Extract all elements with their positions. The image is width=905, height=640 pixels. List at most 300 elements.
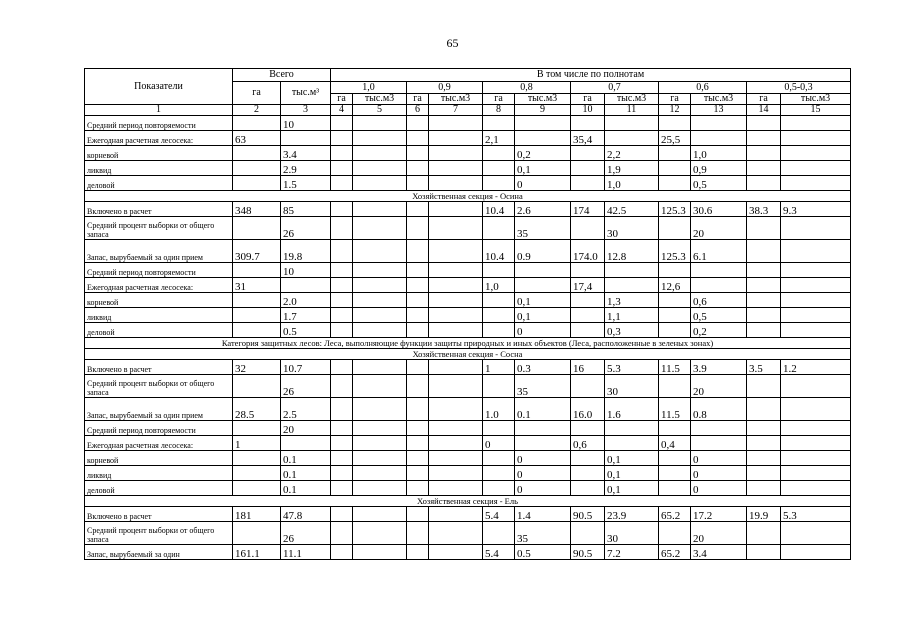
- table-cell: [659, 116, 691, 131]
- row-label: Средний процент выборки от общего запаса: [85, 217, 233, 240]
- table-cell: [781, 263, 851, 278]
- table-cell: [747, 375, 781, 398]
- table-cell: [429, 161, 483, 176]
- table-cell: [429, 360, 483, 375]
- table-cell: 161.1: [233, 545, 281, 560]
- row-label: деловой: [85, 323, 233, 338]
- section-header: Хозяйственная секция - Сосна: [85, 349, 851, 360]
- table-cell: 10.4: [483, 202, 515, 217]
- table-cell: [429, 263, 483, 278]
- table-cell: [429, 375, 483, 398]
- table-cell: [659, 323, 691, 338]
- table-cell: [483, 217, 515, 240]
- table-cell: [429, 202, 483, 217]
- table-cell: [781, 466, 851, 481]
- header-density-2: 0,8: [483, 82, 571, 94]
- table-cell: 11.5: [659, 398, 691, 421]
- table-cell: 20: [281, 421, 331, 436]
- column-number: 2: [233, 105, 281, 116]
- table-row: [85, 522, 851, 545]
- table-cell: [747, 323, 781, 338]
- column-number: 12: [659, 105, 691, 116]
- table-cell: [233, 451, 281, 466]
- header-sub-3-1: тыс.м3: [605, 94, 659, 105]
- table-cell: 10: [281, 263, 331, 278]
- table-cell: [353, 507, 407, 522]
- column-number: 10: [571, 105, 605, 116]
- table-cell: [483, 176, 515, 191]
- table-cell: [781, 481, 851, 496]
- table-row: [85, 308, 851, 323]
- table-cell: [407, 522, 429, 545]
- header-sub-0-0: га: [331, 94, 353, 105]
- table-cell: 348: [233, 202, 281, 217]
- table-cell: [747, 308, 781, 323]
- table-cell: [781, 323, 851, 338]
- table-cell: 0,1: [515, 161, 571, 176]
- table-row: [85, 349, 851, 360]
- table-cell: [331, 451, 353, 466]
- header-sub-1-1: тыс.м3: [429, 94, 483, 105]
- table-cell: [353, 161, 407, 176]
- table-cell: [429, 451, 483, 466]
- table-cell: 1.5: [281, 176, 331, 191]
- table-cell: [781, 398, 851, 421]
- table-cell: [781, 116, 851, 131]
- table-cell: [331, 240, 353, 263]
- row-label: корневой: [85, 293, 233, 308]
- table-cell: [353, 466, 407, 481]
- table-cell: [233, 263, 281, 278]
- table-cell: [659, 217, 691, 240]
- table-cell: [233, 308, 281, 323]
- column-number: 15: [781, 105, 851, 116]
- table-cell: 0.3: [515, 360, 571, 375]
- row-label: Ежегодная расчетная лесосека:: [85, 278, 233, 293]
- table-cell: [483, 466, 515, 481]
- table-cell: 0: [691, 466, 747, 481]
- table-cell: 38.3: [747, 202, 781, 217]
- row-label: корневой: [85, 451, 233, 466]
- table-cell: [781, 522, 851, 545]
- table-cell: 2.5: [281, 398, 331, 421]
- table-cell: [571, 176, 605, 191]
- table-cell: [353, 146, 407, 161]
- row-label: ликвид: [85, 466, 233, 481]
- table-cell: [659, 451, 691, 466]
- table-cell: [605, 131, 659, 146]
- table-cell: [605, 263, 659, 278]
- table-cell: [407, 507, 429, 522]
- table-cell: 5.3: [781, 507, 851, 522]
- table-cell: [407, 116, 429, 131]
- row-label: деловой: [85, 176, 233, 191]
- table-cell: [407, 278, 429, 293]
- table-cell: [233, 466, 281, 481]
- header-sub-2-1: тыс.м3: [515, 94, 571, 105]
- table-cell: 16.0: [571, 398, 605, 421]
- table-cell: 20: [691, 375, 747, 398]
- table-cell: 0: [515, 323, 571, 338]
- table-cell: 5.4: [483, 507, 515, 522]
- table-cell: 10.7: [281, 360, 331, 375]
- table-cell: [781, 293, 851, 308]
- table-cell: [747, 545, 781, 560]
- column-number: 5: [353, 105, 407, 116]
- table-cell: [281, 278, 331, 293]
- section-header: Хозяйственная секция - Ель: [85, 496, 851, 507]
- row-label: Средний период повторяемости: [85, 421, 233, 436]
- table-cell: [747, 398, 781, 421]
- table-cell: [407, 202, 429, 217]
- table-cell: [353, 522, 407, 545]
- forest-harvest-table: [84, 68, 851, 560]
- table-cell: 174.0: [571, 240, 605, 263]
- table-cell: [429, 176, 483, 191]
- table-cell: [353, 278, 407, 293]
- table-cell: 125.3: [659, 202, 691, 217]
- table-cell: 1,0: [605, 176, 659, 191]
- table-cell: [605, 278, 659, 293]
- table-cell: [407, 451, 429, 466]
- table-cell: [429, 545, 483, 560]
- header-density-5: 0,5-0,3: [747, 82, 851, 94]
- table-cell: [407, 263, 429, 278]
- table-cell: 26: [281, 217, 331, 240]
- table-cell: 16: [571, 360, 605, 375]
- table-cell: 35: [515, 522, 571, 545]
- table-cell: [407, 421, 429, 436]
- table-cell: [691, 116, 747, 131]
- table-cell: [605, 116, 659, 131]
- table-cell: 26: [281, 522, 331, 545]
- table-cell: 1,1: [605, 308, 659, 323]
- table-cell: [781, 421, 851, 436]
- table-cell: [331, 398, 353, 421]
- table-cell: [407, 146, 429, 161]
- table-row: [85, 451, 851, 466]
- column-number: 4: [331, 105, 353, 116]
- table-cell: [353, 293, 407, 308]
- table-cell: [781, 161, 851, 176]
- table-cell: 309.7: [233, 240, 281, 263]
- table-cell: [659, 421, 691, 436]
- table-cell: [605, 436, 659, 451]
- table-row: [85, 398, 851, 421]
- table-cell: [331, 466, 353, 481]
- table-cell: [331, 507, 353, 522]
- row-label: Ежегодная расчетная лесосека:: [85, 131, 233, 146]
- header-sub-5-0: га: [747, 94, 781, 105]
- table-cell: 20: [691, 217, 747, 240]
- header-sub-1-0: га: [407, 94, 429, 105]
- table-cell: 0.1: [281, 466, 331, 481]
- table-cell: [233, 293, 281, 308]
- header-sub-4-0: га: [659, 94, 691, 105]
- table-cell: [483, 375, 515, 398]
- table-cell: [571, 146, 605, 161]
- table-cell: 1.4: [515, 507, 571, 522]
- table-cell: [747, 466, 781, 481]
- table-cell: 1,0: [691, 146, 747, 161]
- table-cell: [659, 293, 691, 308]
- table-cell: [331, 217, 353, 240]
- table-row: [85, 375, 851, 398]
- header-density-4: 0,6: [659, 82, 747, 94]
- table-cell: [571, 522, 605, 545]
- table-cell: [781, 451, 851, 466]
- table-cell: 30: [605, 217, 659, 240]
- table-cell: [781, 375, 851, 398]
- table-cell: [429, 278, 483, 293]
- table-cell: [483, 293, 515, 308]
- table-cell: 5.4: [483, 545, 515, 560]
- table-cell: [483, 451, 515, 466]
- table-cell: [691, 263, 747, 278]
- table-cell: [429, 323, 483, 338]
- row-label: Запас, вырубаемый за один прием: [85, 398, 233, 421]
- table-cell: [429, 116, 483, 131]
- table-cell: 28.5: [233, 398, 281, 421]
- table-cell: 0,2: [515, 146, 571, 161]
- table-cell: [429, 421, 483, 436]
- table-cell: [747, 131, 781, 146]
- table-row: [85, 217, 851, 240]
- table-cell: [331, 323, 353, 338]
- column-number: 8: [483, 105, 515, 116]
- table-cell: [515, 436, 571, 451]
- table-cell: [515, 116, 571, 131]
- table-cell: [781, 240, 851, 263]
- table-cell: 0,5: [691, 176, 747, 191]
- table-cell: [429, 293, 483, 308]
- table-cell: [331, 308, 353, 323]
- table-cell: 2,1: [483, 131, 515, 146]
- table-cell: 63: [233, 131, 281, 146]
- table-cell: 1,9: [605, 161, 659, 176]
- table-row: [85, 176, 851, 191]
- header-total-volume: тыс.м³: [281, 82, 331, 105]
- table-cell: 35: [515, 217, 571, 240]
- table-cell: [407, 481, 429, 496]
- table-cell: [429, 436, 483, 451]
- table-cell: [233, 176, 281, 191]
- table-cell: [407, 323, 429, 338]
- column-number: 11: [605, 105, 659, 116]
- table-cell: [781, 146, 851, 161]
- table-cell: 0.1: [515, 398, 571, 421]
- row-label: корневой: [85, 146, 233, 161]
- table-cell: [353, 436, 407, 451]
- table-row: [85, 131, 851, 146]
- table-cell: [331, 131, 353, 146]
- table-cell: [747, 293, 781, 308]
- table-cell: [747, 263, 781, 278]
- table-cell: [331, 360, 353, 375]
- table-cell: [747, 436, 781, 451]
- table-cell: [353, 451, 407, 466]
- table-cell: [691, 278, 747, 293]
- table-cell: [483, 481, 515, 496]
- table-cell: 30.6: [691, 202, 747, 217]
- table-cell: 30: [605, 522, 659, 545]
- table-cell: [331, 116, 353, 131]
- table-cell: [659, 263, 691, 278]
- table-cell: [691, 436, 747, 451]
- table-cell: 3.4: [281, 146, 331, 161]
- column-number: 14: [747, 105, 781, 116]
- table-cell: [691, 131, 747, 146]
- table-cell: [571, 263, 605, 278]
- table-cell: [331, 522, 353, 545]
- table-cell: [747, 116, 781, 131]
- table-cell: [353, 398, 407, 421]
- table-cell: 2.9: [281, 161, 331, 176]
- table-cell: [331, 161, 353, 176]
- table-cell: [353, 116, 407, 131]
- table-cell: [747, 176, 781, 191]
- table-cell: [659, 481, 691, 496]
- table-cell: 3.4: [691, 545, 747, 560]
- table-cell: [407, 360, 429, 375]
- table-cell: [571, 466, 605, 481]
- table-row: [85, 338, 851, 349]
- table-cell: [331, 545, 353, 560]
- table-cell: [515, 421, 571, 436]
- table-row: [85, 436, 851, 451]
- header-sub-3-0: га: [571, 94, 605, 105]
- table-cell: 23.9: [605, 507, 659, 522]
- table-row: [85, 507, 851, 522]
- header-total-ga: га: [233, 82, 281, 105]
- table-cell: [781, 436, 851, 451]
- table-cell: [281, 436, 331, 451]
- table-cell: 0.9: [515, 240, 571, 263]
- table-cell: [483, 323, 515, 338]
- table-cell: 0: [515, 176, 571, 191]
- table-cell: [407, 308, 429, 323]
- header-including-densities: В том числе по полнотам: [331, 69, 851, 82]
- table-cell: 0.5: [515, 545, 571, 560]
- table-cell: [605, 421, 659, 436]
- table-cell: 31: [233, 278, 281, 293]
- table-cell: [353, 263, 407, 278]
- table-cell: 32: [233, 360, 281, 375]
- header-total: Всего: [233, 69, 331, 82]
- table-cell: [747, 421, 781, 436]
- table-cell: [353, 360, 407, 375]
- table-cell: 11.5: [659, 360, 691, 375]
- table-cell: 0: [515, 481, 571, 496]
- table-cell: 17.2: [691, 507, 747, 522]
- table-cell: [233, 375, 281, 398]
- table-cell: [747, 240, 781, 263]
- table-cell: [659, 176, 691, 191]
- table-cell: [407, 176, 429, 191]
- table-cell: [483, 161, 515, 176]
- table-cell: [233, 116, 281, 131]
- table-cell: [659, 146, 691, 161]
- table-cell: [747, 161, 781, 176]
- table-cell: [571, 116, 605, 131]
- table-cell: 47.8: [281, 507, 331, 522]
- table-cell: 181: [233, 507, 281, 522]
- row-label: Включено в расчет: [85, 202, 233, 217]
- table-cell: 7.2: [605, 545, 659, 560]
- table-cell: [407, 293, 429, 308]
- table-cell: [407, 131, 429, 146]
- table-cell: [429, 507, 483, 522]
- table-cell: 0,9: [691, 161, 747, 176]
- table-cell: [353, 421, 407, 436]
- table-cell: 0.8: [691, 398, 747, 421]
- table-cell: [407, 545, 429, 560]
- table-cell: [331, 176, 353, 191]
- table-cell: 10.4: [483, 240, 515, 263]
- table-cell: [781, 217, 851, 240]
- table-cell: [407, 466, 429, 481]
- table-cell: [781, 308, 851, 323]
- table-row: [85, 293, 851, 308]
- table-cell: [281, 131, 331, 146]
- table-cell: 0: [691, 481, 747, 496]
- table-cell: 0: [515, 451, 571, 466]
- table-cell: 174: [571, 202, 605, 217]
- table-cell: 30: [605, 375, 659, 398]
- table-cell: 0,4: [659, 436, 691, 451]
- table-cell: [515, 263, 571, 278]
- table-cell: 12,6: [659, 278, 691, 293]
- table-cell: 1.0: [483, 398, 515, 421]
- table-cell: [659, 466, 691, 481]
- table-cell: [233, 146, 281, 161]
- table-cell: 1.6: [605, 398, 659, 421]
- table-cell: 3.5: [747, 360, 781, 375]
- table-cell: [659, 161, 691, 176]
- table-cell: 0.5: [281, 323, 331, 338]
- table-cell: [233, 421, 281, 436]
- row-label: Средний период повторяемости: [85, 116, 233, 131]
- table-cell: [331, 202, 353, 217]
- table-cell: 85: [281, 202, 331, 217]
- table-cell: [429, 217, 483, 240]
- table-cell: [571, 421, 605, 436]
- table-cell: 19.8: [281, 240, 331, 263]
- table-row: [85, 202, 851, 217]
- table-cell: [571, 451, 605, 466]
- row-label: Ежегодная расчетная лесосека:: [85, 436, 233, 451]
- table-row: [85, 146, 851, 161]
- table-cell: 11.1: [281, 545, 331, 560]
- row-label: Запас, вырубаемый за один прием: [85, 240, 233, 263]
- table-row: [85, 421, 851, 436]
- table-cell: [515, 131, 571, 146]
- table-cell: [483, 522, 515, 545]
- column-number: 1: [85, 105, 233, 116]
- table-cell: 0.1: [281, 481, 331, 496]
- table-cell: 0,1: [515, 308, 571, 323]
- table-cell: 9.3: [781, 202, 851, 217]
- table-cell: [353, 131, 407, 146]
- table-cell: [781, 131, 851, 146]
- table-cell: [483, 116, 515, 131]
- table-cell: [571, 308, 605, 323]
- table-cell: [571, 217, 605, 240]
- table-cell: 2.6: [515, 202, 571, 217]
- table-cell: [483, 421, 515, 436]
- table-cell: [747, 217, 781, 240]
- table-row: [85, 481, 851, 496]
